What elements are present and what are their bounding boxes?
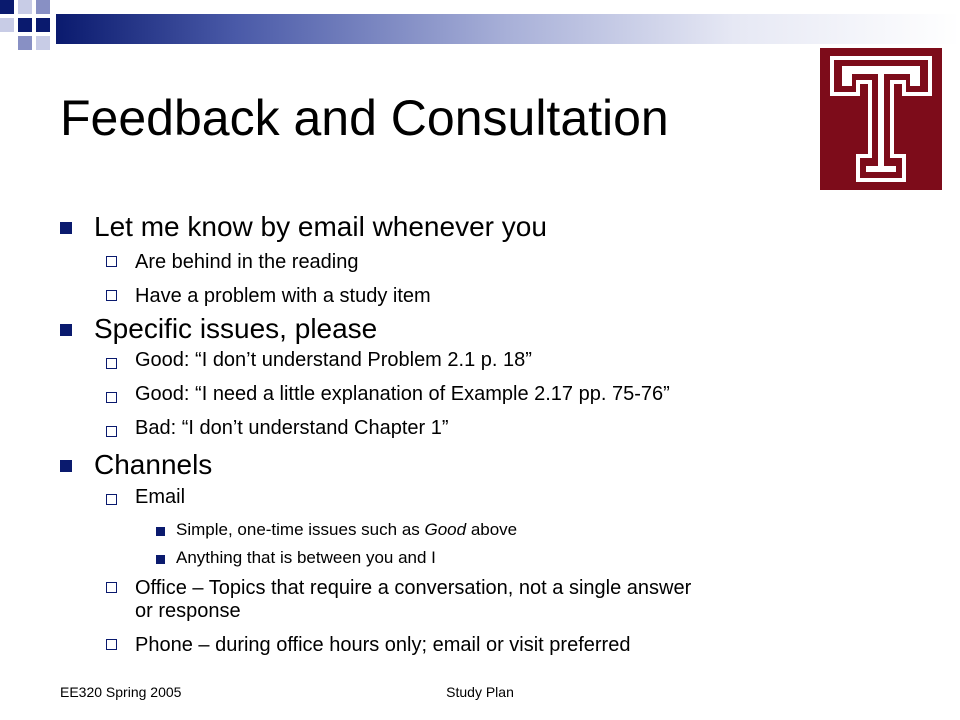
bullet-hollow-square-icon [106, 494, 117, 505]
bullet-specific-issues: Specific issues, please [94, 313, 378, 344]
bullet-email: Let me know by email whenever you [94, 211, 547, 242]
bullet-square-icon [156, 555, 165, 564]
sub-bullet-bad: Bad: “I don’t understand Chapter 1” [135, 417, 449, 439]
sub-bullet-office: Office – Topics that require a conversation, not a single answer [135, 577, 692, 599]
bullet-hollow-square-icon [106, 639, 117, 650]
bullet-square-icon [156, 527, 165, 536]
bullet-hollow-square-icon [106, 290, 117, 301]
bullet-hollow-square-icon [106, 392, 117, 403]
sub-bullet-good-2: Good: “I need a little explanation of Example 2.17 pp. 75-76” [135, 383, 670, 405]
sub-bullet-good-1: Good: “I don’t understand Problem 2.1 p. 18” [135, 349, 532, 371]
bullet-square-icon [60, 324, 72, 336]
slide-title: Feedback and Consultation [60, 90, 669, 146]
bullet-hollow-square-icon [106, 582, 117, 593]
bullet-hollow-square-icon [106, 256, 117, 267]
bullet-channels: Channels [94, 449, 213, 480]
bullet-square-icon [60, 222, 72, 234]
bullet-hollow-square-icon [106, 426, 117, 437]
footer-title: Study Plan [446, 684, 514, 700]
sub-bullet-study-item: Have a problem with a study item [135, 285, 431, 307]
bullet-square-icon [60, 460, 72, 472]
temple-t-logo [820, 48, 942, 190]
sub-sub-bullet-simple-issues: Simple, one-time issues such as Good above [176, 520, 518, 539]
header-gradient-bar [56, 14, 960, 44]
bullet-hollow-square-icon [106, 358, 117, 369]
sub-bullet-office-cont: or response [135, 600, 241, 622]
sub-sub-bullet-between-us: Anything that is between you and I [176, 548, 436, 567]
sub-bullet-phone: Phone – during office hours only; email or visit preferred [135, 634, 631, 656]
sub-bullet-email: Email [135, 486, 186, 508]
sub-bullet-reading: Are behind in the reading [135, 251, 359, 273]
footer-course: EE320 Spring 2005 [60, 684, 182, 700]
